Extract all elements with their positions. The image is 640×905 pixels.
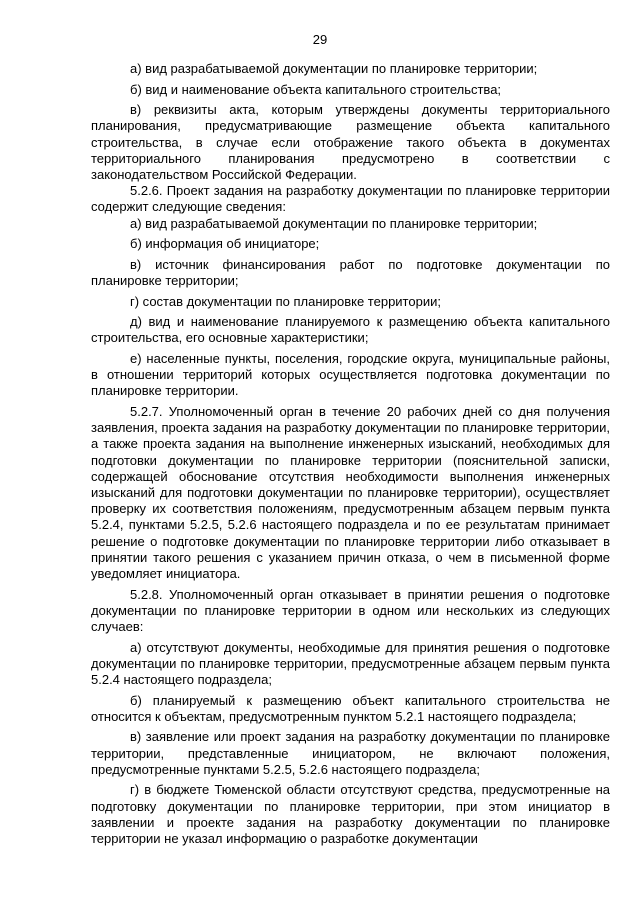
paragraph: г) в бюджете Тюменской области отсутствуют средства, предусмотренные на подготовку документации по планировке территории, при этом инициатор в заявлении и проекте задания на разработку документации по планировке территории не указал информацию о разработке документации <box>91 782 610 847</box>
paragraph: б) вид и наименование объекта капитального строительства; <box>130 81 502 97</box>
paragraph: а) вид разрабатываемой документации по планировке территории; <box>130 215 538 231</box>
paragraph: е) населенные пункты, поселения, городские округа, муниципальные районы, в отношении территорий которых осуществляется подготовка документации по планировке территории. <box>91 350 610 399</box>
paragraph: а) вид разрабатываемой документации по планировке территории; <box>130 61 538 76</box>
paragraph: в) заявление или проект задания на разработку документации по планировке территории, представленные инициатором, не включают положения, предусмотренные пунктами 5.2.5, 5.2.6 настоящего подраздела; <box>91 729 610 777</box>
paragraph: д) вид и наименование планируемого к размещению объекта капитального строительства, его основные характеристики; <box>91 314 610 346</box>
paragraph: б) планируемый к размещению объект капитального строительства не относится к объектам, предусмотренным пунктом 5.2.1 настоящего подраздела; <box>91 692 610 724</box>
paragraph: а) отсутствуют документы, необходимые для принятия решения о подготовке документации по планировке территории, предусмотренные абзацем первым пункта 5.2.4 настоящего подраздела; <box>91 639 610 688</box>
paragraph: 5.2.6. Проект задания на разработку документации по планировке территории содержит следующие сведения: <box>91 183 610 215</box>
paragraph: 5.2.7. Уполномоченный орган в течение 20 рабочих дней со дня получения заявления, проекта задания на разработку документации по планировке территории, а также проекта задания на выполнение инженерных изысканий, необходимых для подготовки документации по планировке территории (пояснительной записки, содержащей обоснование отсутствия необходимости выполнения инженерных изысканий для подготовки документации по планировке территории), осуществляет проверку их соответствия положениям, предусмотренным абзацем первым пункта 5.2.4, пунктами 5.2.5, 5.2.6 настоящего подраздела и по ее результатам принимает решение о подготовке документации по планировке территории либо отказывает в принятии такого решения с указанием причин отказа, о чем в письменной форме уведомляет инициатора. <box>91 403 610 582</box>
paragraph: 5.2.8. Уполномоченный орган отказывает в принятии решения о подготовке документации по планировке территории в одном или нескольких из следующих случаев: <box>91 586 610 635</box>
paragraph: г) состав документации по планировке территории; <box>130 293 441 309</box>
document-body <box>91 61 610 852</box>
paragraph: в) реквизиты акта, которым утверждены документы территориального планирования, предусматривающие размещение объекта капитального строительства, в случае если отображение такого объекта в документах территориального планирования предусмотрено в соответствии с законодательством Российской Федерации. <box>91 102 610 182</box>
page-number: 29 <box>312 32 328 47</box>
paragraph: в) источник финансирования работ по подготовке документации по планировке территории; <box>91 256 610 288</box>
paragraph: б) информация об инициаторе; <box>130 236 320 252</box>
